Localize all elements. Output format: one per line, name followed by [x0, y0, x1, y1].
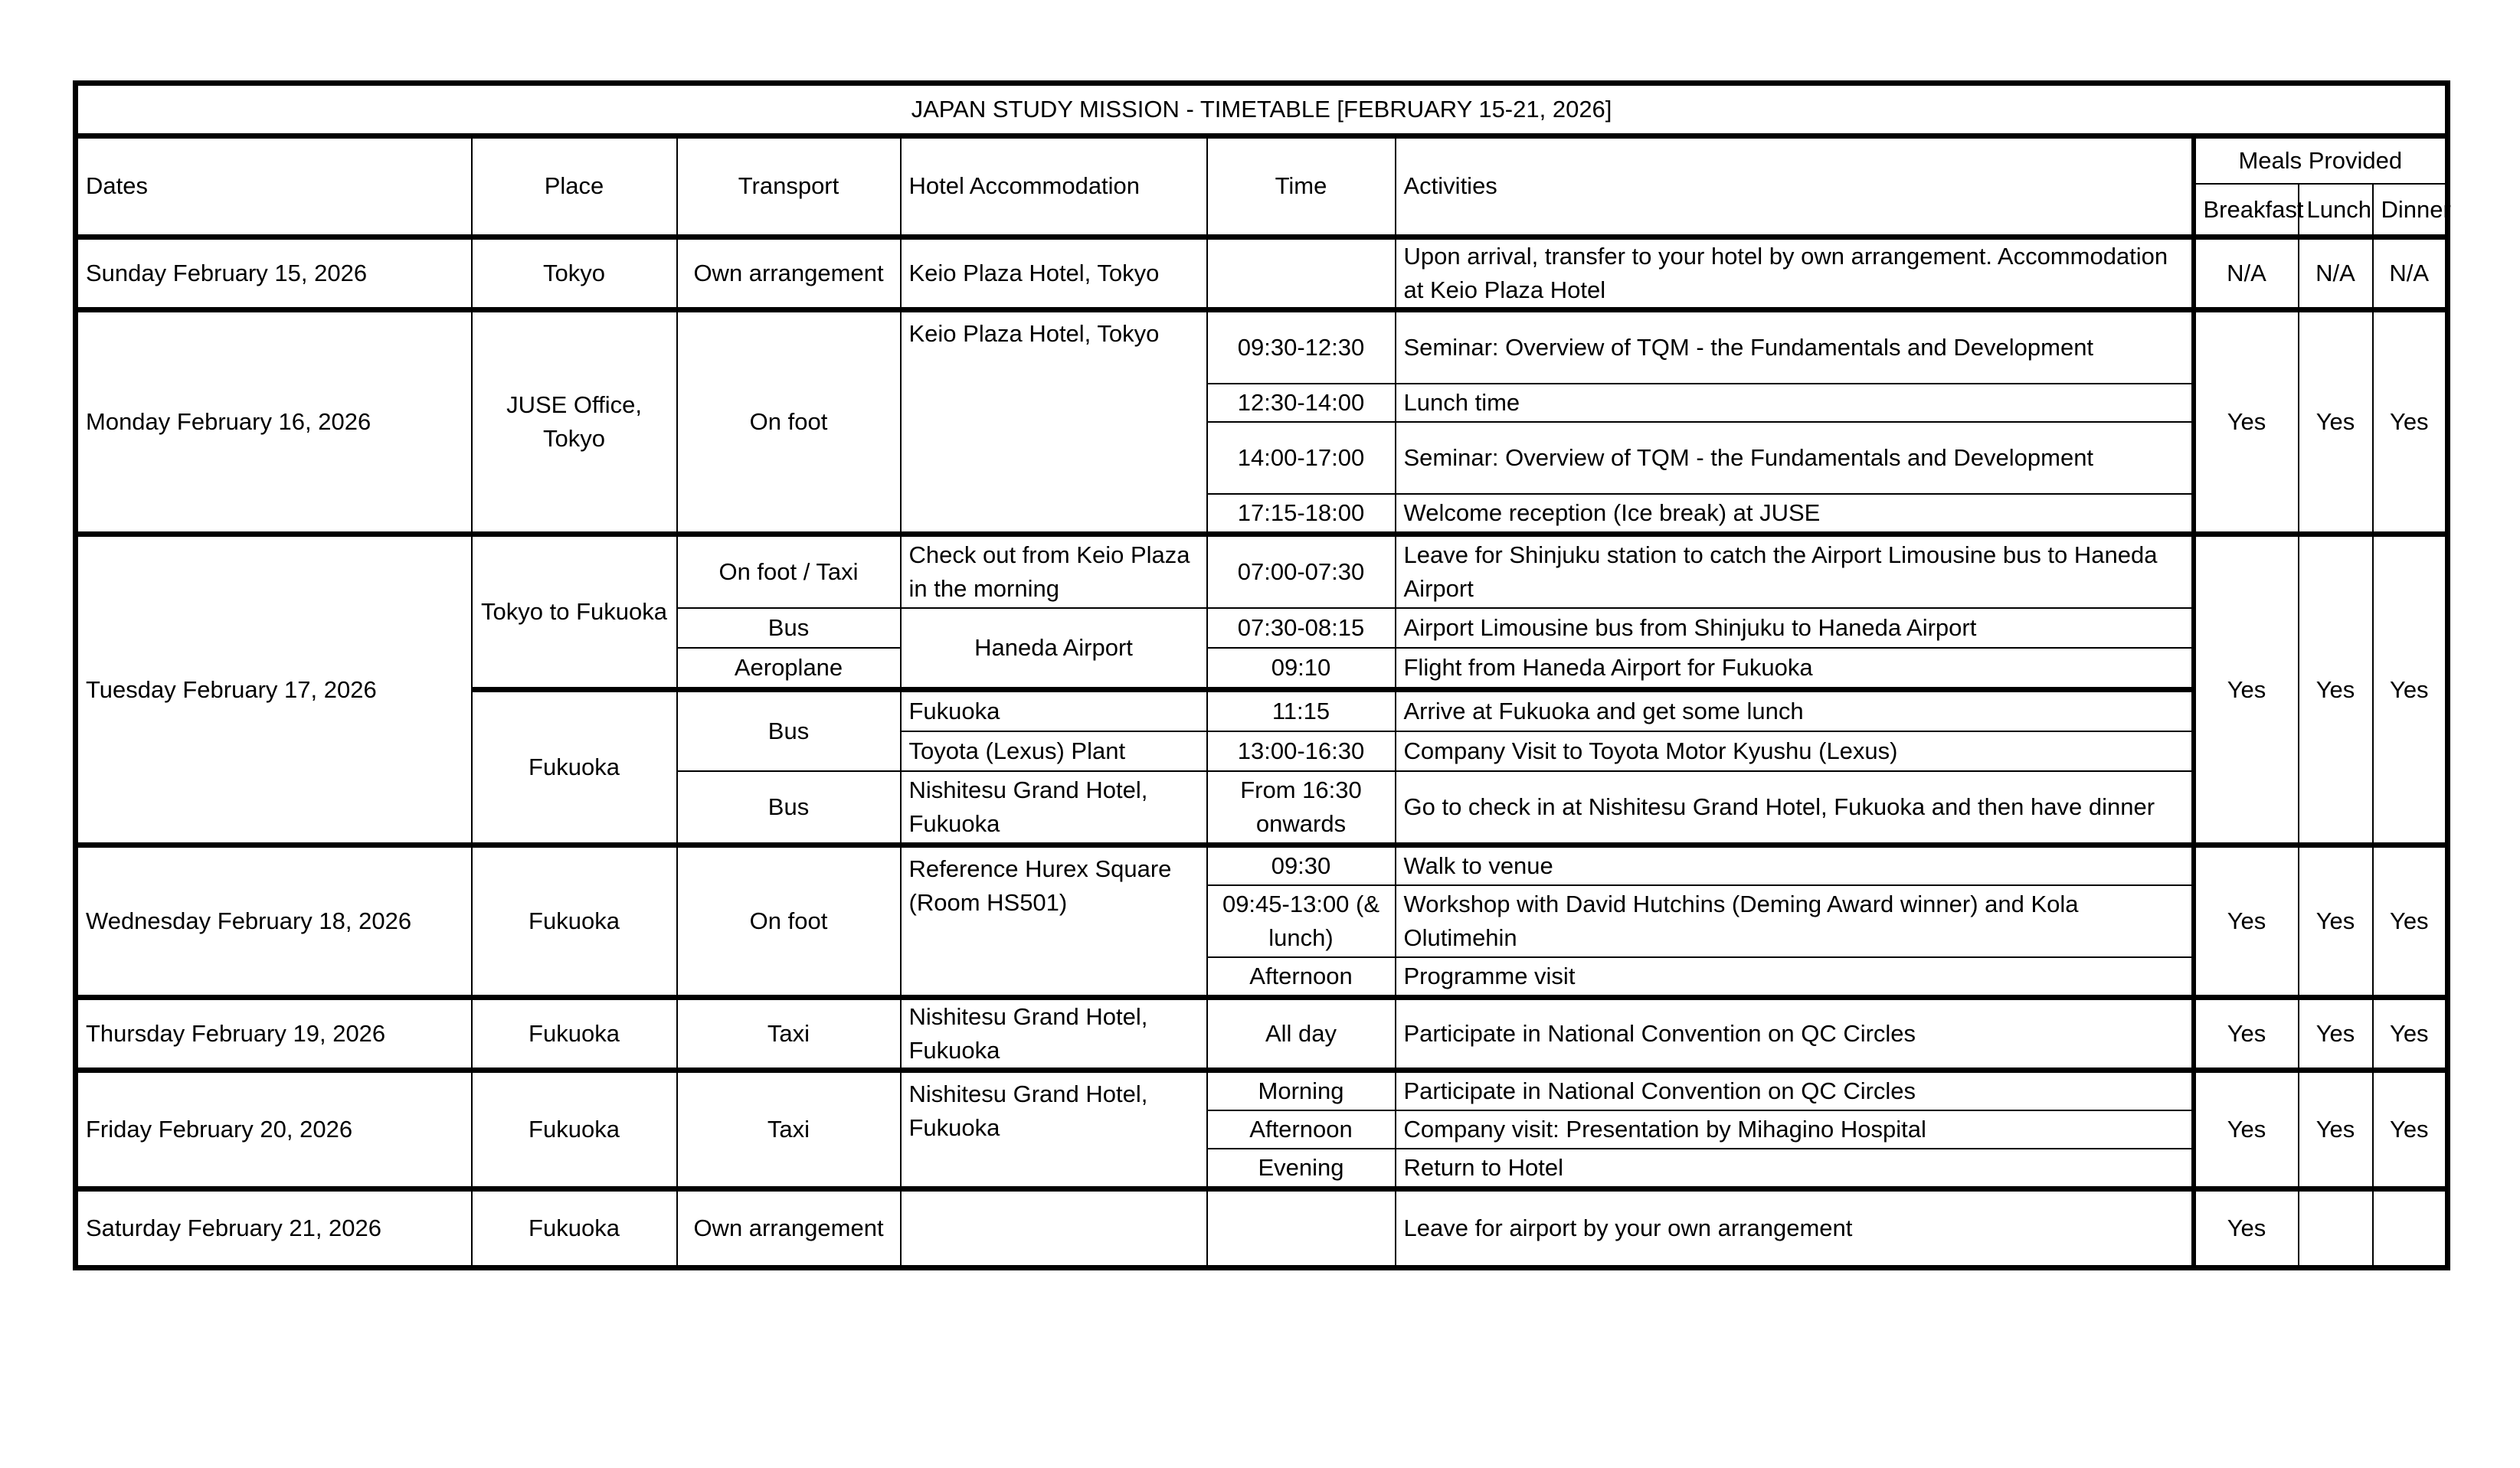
row-transport: Bus — [677, 608, 901, 648]
row-breakfast: Yes — [2194, 535, 2299, 845]
row-place: Fukuoka — [472, 998, 677, 1071]
row-time — [1207, 1189, 1396, 1268]
row-activity: Arrive at Fukuoka and get some lunch — [1396, 690, 2194, 732]
row-activity: Seminar: Overview of TQM - the Fundamentals and Development — [1396, 310, 2194, 384]
row-place: Tokyo to Fukuoka — [472, 535, 677, 690]
row-transport: On foot — [677, 310, 901, 535]
title-row — [76, 83, 2448, 136]
row-activity: Participate in National Convention on QC Circles — [1396, 1071, 2194, 1111]
row-place: Tokyo — [472, 237, 677, 310]
row-activity: Flight from Haneda Airport for Fukuoka — [1396, 648, 2194, 690]
row-time: Morning — [1207, 1071, 1396, 1111]
row-lunch: Yes — [2299, 310, 2373, 535]
row-time: 11:15 — [1207, 690, 1396, 732]
row-time: 07:00-07:30 — [1207, 535, 1396, 609]
row-time: Afternoon — [1207, 1110, 1396, 1149]
page-title: JAPAN STUDY MISSION - TIMETABLE [FEBRUARY 15-21, 2026] — [76, 83, 2448, 136]
row-activity: Welcome reception (Ice break) at JUSE — [1396, 494, 2194, 535]
row-place: Fukuoka — [472, 845, 677, 998]
row-hotel — [901, 1189, 1207, 1268]
row-hotel: Toyota (Lexus) Plant — [901, 731, 1207, 771]
row-activity: Company visit: Presentation by Mihagino Hospital — [1396, 1110, 2194, 1149]
column-header-time: Time — [1207, 136, 1396, 237]
row-lunch: Yes — [2299, 535, 2373, 845]
table-row — [76, 1071, 2448, 1111]
row-hotel: Check out from Keio Plaza in the morning — [901, 535, 1207, 609]
row-lunch: N/A — [2299, 237, 2373, 310]
row-transport: Bus — [677, 771, 901, 845]
row-time: 14:00-17:00 — [1207, 422, 1396, 494]
row-dinner — [2373, 1189, 2448, 1268]
row-activity: Airport Limousine bus from Shinjuku to Haneda Airport — [1396, 608, 2194, 648]
japan-study-mission-timetable — [73, 80, 2450, 1270]
row-hotel: Keio Plaza Hotel, Tokyo — [901, 237, 1207, 310]
table-row — [76, 998, 2448, 1071]
column-header-row — [76, 136, 2448, 185]
row-activity: Workshop with David Hutchins (Deming Award winner) and Kola Olutimehin — [1396, 885, 2194, 957]
row-date: Thursday February 19, 2026 — [76, 998, 472, 1071]
row-breakfast: Yes — [2194, 1189, 2299, 1268]
row-date: Wednesday February 18, 2026 — [76, 845, 472, 998]
row-breakfast: Yes — [2194, 310, 2299, 535]
row-date: Sunday February 15, 2026 — [76, 237, 472, 310]
row-transport: On foot — [677, 845, 901, 998]
row-transport: Aeroplane — [677, 648, 901, 690]
row-activity: Programme visit — [1396, 957, 2194, 998]
row-dinner: Yes — [2373, 310, 2448, 535]
row-time — [1207, 237, 1396, 310]
row-transport: Own arrangement — [677, 237, 901, 310]
table-row — [76, 237, 2448, 310]
row-time: Evening — [1207, 1149, 1396, 1189]
row-breakfast: Yes — [2194, 845, 2299, 998]
row-hotel: Nishitesu Grand Hotel, Fukuoka — [901, 998, 1207, 1071]
column-header-dinner: Dinner — [2373, 184, 2448, 237]
column-header-lunch: Lunch — [2299, 184, 2373, 237]
row-lunch: Yes — [2299, 998, 2373, 1071]
row-breakfast: N/A — [2194, 237, 2299, 310]
row-activity: Leave for airport by your own arrangement — [1396, 1189, 2194, 1268]
row-activity: Company Visit to Toyota Motor Kyushu (Lexus) — [1396, 731, 2194, 771]
row-hotel: Keio Plaza Hotel, Tokyo — [901, 310, 1207, 535]
row-transport: Taxi — [677, 1071, 901, 1189]
row-transport: Own arrangement — [677, 1189, 901, 1268]
row-dinner: Yes — [2373, 535, 2448, 845]
row-hotel: Fukuoka — [901, 690, 1207, 732]
table-row — [76, 310, 2448, 384]
row-time: From 16:30 onwards — [1207, 771, 1396, 845]
row-time: 09:30 — [1207, 845, 1396, 886]
row-time: 09:30-12:30 — [1207, 310, 1396, 384]
row-hotel: Reference Hurex Square (Room HS501) — [901, 845, 1207, 998]
column-header-breakfast: Breakfast — [2194, 184, 2299, 237]
row-dinner: Yes — [2373, 1071, 2448, 1189]
row-activity: Participate in National Convention on QC Circles — [1396, 998, 2194, 1071]
row-hotel: Haneda Airport — [901, 608, 1207, 690]
row-time: 09:45-13:00 (& lunch) — [1207, 885, 1396, 957]
row-place: Fukuoka — [472, 690, 677, 845]
row-hotel: Nishitesu Grand Hotel, Fukuoka — [901, 1071, 1207, 1189]
row-time: All day — [1207, 998, 1396, 1071]
row-transport: Taxi — [677, 998, 901, 1071]
row-transport: On foot / Taxi — [677, 535, 901, 609]
row-activity: Go to check in at Nishitesu Grand Hotel, Fukuoka and then have dinner — [1396, 771, 2194, 845]
table-row — [76, 845, 2448, 886]
row-activity: Upon arrival, transfer to your hotel by own arrangement. Accommodation at Keio Plaza Hotel — [1396, 237, 2194, 310]
table-row — [76, 535, 2448, 609]
row-activity: Lunch time — [1396, 384, 2194, 422]
column-header-dates: Dates — [76, 136, 472, 237]
row-dinner: Yes — [2373, 845, 2448, 998]
row-place: JUSE Office, Tokyo — [472, 310, 677, 535]
row-activity: Return to Hotel — [1396, 1149, 2194, 1189]
row-transport: Bus — [677, 690, 901, 772]
row-activity: Leave for Shinjuku station to catch the Airport Limousine bus to Haneda Airport — [1396, 535, 2194, 609]
row-activity: Walk to venue — [1396, 845, 2194, 886]
row-breakfast: Yes — [2194, 998, 2299, 1071]
timetable-sheet — [73, 80, 2451, 1270]
row-lunch: Yes — [2299, 845, 2373, 998]
table-row — [76, 1189, 2448, 1268]
row-time: 17:15-18:00 — [1207, 494, 1396, 535]
row-lunch: Yes — [2299, 1071, 2373, 1189]
row-date: Monday February 16, 2026 — [76, 310, 472, 535]
row-place: Fukuoka — [472, 1189, 677, 1268]
row-dinner: Yes — [2373, 998, 2448, 1071]
row-time: Afternoon — [1207, 957, 1396, 998]
row-dinner: N/A — [2373, 237, 2448, 310]
row-activity: Seminar: Overview of TQM - the Fundamentals and Development — [1396, 422, 2194, 494]
column-header-meals-provided: Meals Provided — [2194, 136, 2448, 185]
column-header-hotel: Hotel Accommodation — [901, 136, 1207, 237]
column-header-transport: Transport — [677, 136, 901, 237]
row-breakfast: Yes — [2194, 1071, 2299, 1189]
row-date: Friday February 20, 2026 — [76, 1071, 472, 1189]
row-lunch — [2299, 1189, 2373, 1268]
row-time: 12:30-14:00 — [1207, 384, 1396, 422]
column-header-place: Place — [472, 136, 677, 237]
row-date: Tuesday February 17, 2026 — [76, 535, 472, 845]
row-time: 13:00-16:30 — [1207, 731, 1396, 771]
row-hotel: Nishitesu Grand Hotel, Fukuoka — [901, 771, 1207, 845]
row-time: 07:30-08:15 — [1207, 608, 1396, 648]
row-date: Saturday February 21, 2026 — [76, 1189, 472, 1268]
column-header-activities: Activities — [1396, 136, 2194, 237]
row-place: Fukuoka — [472, 1071, 677, 1189]
row-time: 09:10 — [1207, 648, 1396, 690]
